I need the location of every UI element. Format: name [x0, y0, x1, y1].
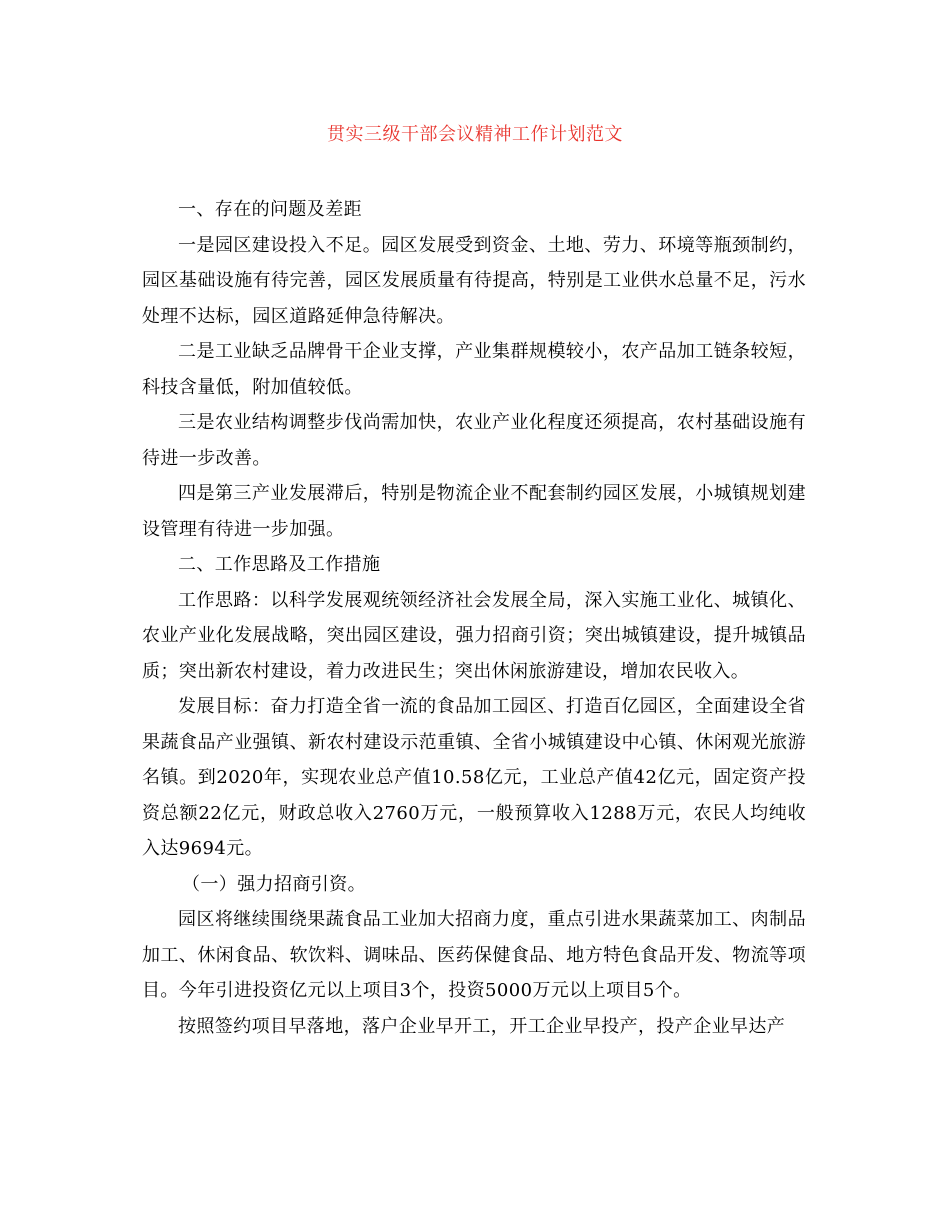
- paragraph: 发展目标：奋力打造全省一流的食品加工园区、打造百亿园区，全面建设全省果蔬食品产业强镇、新农村建设示范重镇、全省小城镇建设中心镇、休闲观光旅游名镇。到2020年，实现农业总产值10.58亿元，工业总产值42亿元，固定资产投资总额22亿元，财政总收入2760万元，一般预算收入1288万元，农民人均纯收入达9694元。: [142, 696, 806, 859]
- paragraph: 按照签约项目早落地，落户企业早开工，开工企业早投产，投产企业早达产: [178, 1015, 786, 1037]
- document-title: 贯实三级干部会议精神工作计划范文: [327, 124, 623, 145]
- paragraph: 三是农业结构调整步伐尚需加快，农业产业化程度还须提高，农村基础设施有待进一步改善。: [142, 412, 806, 469]
- paragraph: 二是工业缺乏品牌骨干企业支撑，产业集群规模较小，农产品加工链条较短，科技含量低，附加值较低。: [142, 341, 806, 398]
- paragraph: 园区将继续围绕果蔬食品工业加大招商力度，重点引进水果蔬菜加工、肉制品加工、休闲食品、软饮料、调味品、医药保健食品、地方特色食品开发、物流等项目。今年引进投资亿元以上项目3个，投资5000万元以上项目5个。: [142, 909, 806, 1001]
- document-body: [142, 192, 806, 1044]
- paragraph: 一是园区建设投入不足。园区发展受到资金、土地、劳力、环境等瓶颈制约，园区基础设施有待完善，园区发展质量有待提高，特别是工业供水总量不足，污水处理不达标，园区道路延伸急待解决。: [142, 234, 806, 327]
- subsection-heading: （一）强力招商引资。: [182, 873, 366, 895]
- paragraph: 四是第三产业发展滞后，特别是物流企业不配套制约园区发展，小城镇规划建设管理有待进一步加强。: [142, 483, 806, 540]
- section-heading: 二、工作思路及工作措施: [178, 554, 381, 575]
- section-heading: 一、存在的问题及差距: [178, 199, 362, 220]
- paragraph: 工作思路：以科学发展观统领经济社会发展全局，深入实施工业化、城镇化、农业产业化发展战略，突出园区建设，强力招商引资；突出城镇建设，提升城镇品质；突出新农村建设，着力改进民生；突出休闲旅游建设，增加农民收入。: [142, 589, 806, 682]
